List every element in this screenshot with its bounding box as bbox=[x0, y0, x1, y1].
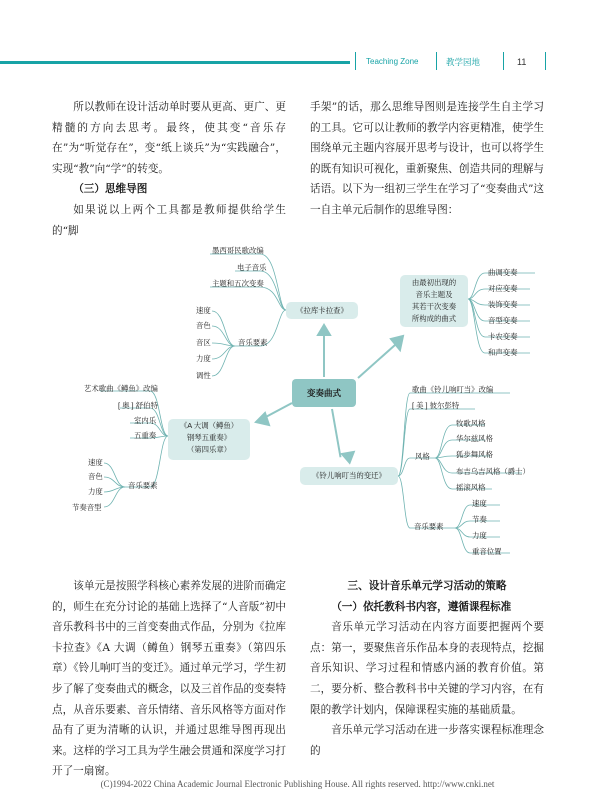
header-separator bbox=[503, 52, 504, 70]
structure-node-line: 由最初出现的 bbox=[411, 278, 457, 287]
trout-item: 五重奏 bbox=[134, 431, 157, 440]
lakaqi-element: 音区 bbox=[196, 338, 211, 347]
jingle-element: 速度 bbox=[472, 499, 487, 508]
paragraph: 如果说以上两个工具都是教师提供给学生的“脚 bbox=[52, 203, 286, 237]
trout-element: 力度 bbox=[88, 487, 103, 496]
lakaqi-element: 调性 bbox=[196, 371, 211, 380]
structure-item: 和声变奏 bbox=[488, 348, 518, 357]
jingle-element: 节奏 bbox=[472, 515, 487, 524]
lakaqi-item: 墨西哥民歌改编 bbox=[212, 246, 264, 255]
header-separator bbox=[355, 52, 356, 70]
structure-node-line: 其若干次变奏 bbox=[411, 302, 457, 311]
right-column-text bbox=[310, 97, 544, 221]
trout-element: 音色 bbox=[88, 472, 103, 481]
structure-node-line: 音乐主题及 bbox=[415, 290, 453, 299]
header-section-label: Teaching Zone bbox=[366, 57, 419, 66]
copyright-footer: (C)1994-2022 China Academic Journal Electronic Publishing House. All rights reserved. http://www.cnki.net bbox=[100, 779, 495, 789]
trout-elements-label: 音乐要素 bbox=[128, 481, 158, 490]
jingle-style: 摇滚风格 bbox=[456, 483, 486, 492]
trout-item: 室内乐 bbox=[134, 416, 157, 425]
page-number: 11 bbox=[517, 57, 527, 67]
lakaqi-item: 电子音乐 bbox=[237, 263, 267, 272]
lakaqi-elements-label: 音乐要素 bbox=[238, 338, 268, 347]
header-accent-line bbox=[0, 61, 350, 64]
paragraph: 音乐单元学习活动在进一步落实课程标准理念的 bbox=[310, 724, 544, 757]
structure-node-line: 所构成的曲式 bbox=[411, 314, 457, 323]
lakaqi-element: 速度 bbox=[196, 306, 211, 315]
jingle-node: 《铃儿响叮当的变迁》 bbox=[300, 467, 398, 485]
trout-item: [ 奥 ] 舒伯特 bbox=[118, 401, 158, 410]
header-column-label: 教学园地 bbox=[446, 57, 481, 67]
left-column-text bbox=[52, 97, 286, 241]
trout-node-line: 钢琴五重奏》 bbox=[186, 433, 232, 442]
bottom-right-text bbox=[310, 576, 544, 761]
jingle-style: 华尔兹风格 bbox=[456, 434, 493, 443]
paragraph: 所以教师在设计活动单时要从更高、更广、更精髓的方向去思考。最终，使其变“音乐存在”为“听觉存在”，变“纸上谈兵”为“实践融合”，实现“教”向“学”的转变。 bbox=[52, 101, 286, 175]
lakaqi-element: 音色 bbox=[196, 321, 211, 330]
paragraph: 手架”的话，那么思维导图则是连接学生自主学习的工具。它可以让教师的教学内容更精准，使学生围绕单元主题内容展开思考与设计，也可以将学生的既有知识可视化，重新聚焦、创造共同的理解与话语。以下为一组初三学生在学习了“变奏曲式”这一自主单元后制作的思维导图： bbox=[310, 101, 544, 216]
header-separator bbox=[545, 52, 546, 70]
paragraph: 该单元是按照学科核心素养发展的进阶而确定的，师生在充分讨论的基础上选择了“人音版”初中音乐教科书中的三首变奏曲式作品，分别为《拉库卡拉查》《A 大调（鳟鱼）钢琴五重奏》（第四乐章）《铃儿响叮当的变迁》。通过单元学习，学生初步了解了变奏曲式的概念，以及三首作品的变奏特点，从音乐要素、音乐情绪、音乐风格等方面对作品有了更为清晰的认识，并通过思维导图再现出来。这样的学习工具为学生融会贯通和深度学习打开了一扇窗。 bbox=[52, 580, 286, 778]
trout-item: 艺术歌曲《鳟鱼》改编 bbox=[84, 384, 158, 393]
lakaqi-item: 主题和五次变奏 bbox=[212, 279, 264, 288]
trout-node-line: 《A 大调（鳟鱼） bbox=[179, 421, 239, 430]
jingle-style-label: 风格 bbox=[415, 452, 430, 461]
jingle-item: [ 美 ] 彼尔彭特 bbox=[412, 401, 460, 410]
mind-map bbox=[60, 233, 540, 573]
bottom-left-text bbox=[52, 576, 286, 782]
structure-node bbox=[400, 275, 468, 327]
section-heading: （三）思维导图 bbox=[73, 183, 148, 196]
jingle-element: 力度 bbox=[472, 531, 487, 540]
jingle-item: 歌曲《铃儿响叮当》改编 bbox=[412, 385, 494, 394]
jingle-elements-label: 音乐要素 bbox=[414, 522, 444, 531]
subsection-heading: （一）依托教科书内容，遵循课程标准 bbox=[331, 600, 512, 613]
section-heading: 三、设计音乐单元学习活动的策略 bbox=[347, 580, 507, 592]
jingle-style: 狐步舞风格 bbox=[456, 450, 493, 459]
structure-item: 对应变奏 bbox=[488, 284, 518, 293]
structure-item: 装饰变奏 bbox=[488, 300, 518, 309]
mind-map-center-node: 变奏曲式 bbox=[292, 379, 356, 407]
trout-node-line: （第四乐章） bbox=[186, 445, 232, 454]
jingle-style: 布吉乌吉风格（爵士） bbox=[456, 467, 530, 476]
jingle-element: 重音位置 bbox=[472, 547, 502, 556]
trout-element: 速度 bbox=[88, 458, 103, 467]
structure-item: 曲调变奏 bbox=[488, 268, 518, 277]
lakaqi-node: 《拉库卡拉查》 bbox=[286, 302, 358, 319]
trout-element: 节奏音型 bbox=[72, 503, 102, 512]
jingle-style: 牧歌风格 bbox=[456, 419, 486, 428]
structure-item: 音型变奏 bbox=[488, 316, 518, 325]
structure-item: 卡农变奏 bbox=[488, 332, 518, 341]
header-separator bbox=[436, 52, 437, 70]
paragraph: 音乐单元学习活动在内容方面要把握两个要点：第一，要聚焦音乐作品本身的表现特点，挖掘音乐知识、学习过程和情感内涵的教育价值。第二，要分析、整合教科书中关键的学习内容，在有限的教学计划内，保障课程实施的基础质量。 bbox=[310, 621, 544, 716]
lakaqi-element: 力度 bbox=[196, 354, 211, 363]
trout-node bbox=[168, 419, 250, 460]
